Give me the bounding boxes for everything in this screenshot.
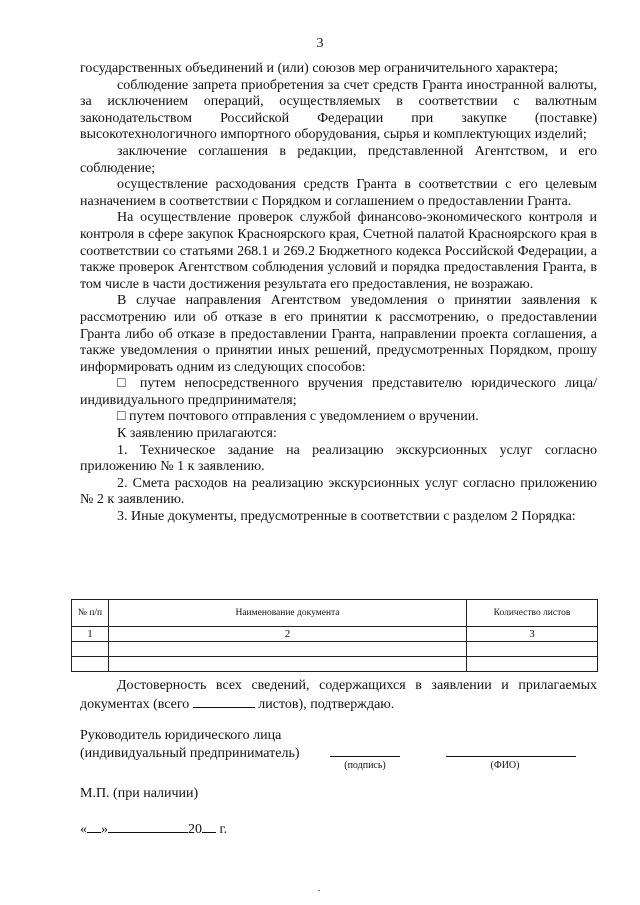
- header-num: № п/п: [72, 600, 109, 627]
- paragraph: соблюдение запрета приобретения за счет средств Гранта иностранной валюты, за исключением операций, осуществляемых в соответствии с валютным законодательством Российской Федерации при закупке (поставке) высокотехнологичного импортного оборудования, сырья и комплектующих изделий;: [80, 77, 597, 143]
- date-quote-close: »: [101, 822, 108, 837]
- month-blank[interactable]: [108, 820, 188, 833]
- attachment-item: 2. Смета расходов на реализацию экскурсионных услуг согласно приложению № 2 к заявлению.: [80, 475, 597, 508]
- confirm-text-before: Достоверность всех сведений, содержащихся в заявлении и прилагаемых документах (всего: [80, 678, 597, 712]
- table-row: [72, 657, 598, 672]
- year-suffix: г.: [216, 822, 228, 837]
- scan-speck: [318, 890, 320, 891]
- page-number: 3: [316, 36, 324, 51]
- signature-caption: (подпись): [344, 760, 386, 771]
- confirmation-statement: [80, 678, 597, 713]
- year-prefix: 20: [188, 822, 202, 837]
- delivery-option-personal[interactable]: □ путем непосредственного вручения представителю юридического лица/ индивидуального предпринимателя;: [80, 376, 597, 408]
- delivery-option-post[interactable]: □ путем почтового отправления с уведомлением о вручении.: [117, 409, 479, 425]
- attachment-item: 3. Иные документы, предусмотренные в соответствии с разделом 2 Порядка:: [117, 509, 576, 525]
- date-quote-open: «: [80, 822, 87, 837]
- table-numbering-row: [72, 627, 598, 642]
- year-blank[interactable]: [202, 820, 216, 833]
- body-text: [80, 61, 597, 526]
- paragraph: государственных объединений и (или) союзов мер ограничительного характера;: [80, 61, 558, 76]
- table-cell[interactable]: [72, 657, 109, 672]
- table-header-row: [72, 600, 598, 627]
- paragraph: К заявлению прилагаются:: [117, 426, 277, 442]
- attachment-item: 1. Техническое задание на реализацию экскурсионных услуг согласно приложению № 1 к заявлению.: [80, 442, 597, 475]
- date-line: [80, 820, 227, 838]
- table-cell[interactable]: [109, 657, 467, 672]
- paragraph: В случае направления Агентством уведомления о принятии заявления к рассмотрению или об отказе в его принятии к рассмотрению, о предоставлении Гранта либо об отказе в предоставлении Гранта, направлении проекта соглашения, а также уведомления о принятии иных решений, предусмотренных Порядком, прошу информировать одним из следующих способов:: [80, 293, 597, 375]
- table-cell[interactable]: [72, 642, 109, 657]
- header-name: Наименование документа: [109, 600, 467, 627]
- fio-line[interactable]: [446, 756, 576, 757]
- table-row: [72, 642, 598, 657]
- paragraph: осуществление расходования средств Гранта в соответствии с его целевым назначением в соответствии с Порядком и соглашением о предоставлении Гранта.: [80, 177, 597, 209]
- documents-table: [71, 599, 598, 672]
- signatory-title: Руководитель юридического лица: [80, 728, 282, 743]
- table-cell: 3: [467, 627, 598, 642]
- signatory-block: [80, 727, 300, 763]
- seal-place: М.П. (при наличии): [80, 786, 199, 801]
- table-cell[interactable]: [467, 642, 598, 657]
- sheet-count-blank[interactable]: [193, 695, 255, 708]
- signature-line[interactable]: [330, 756, 400, 757]
- table-cell: 2: [109, 627, 467, 642]
- day-blank[interactable]: [87, 820, 101, 833]
- paragraph: На осуществление проверок службой финансово-экономического контроля и контроля в сфере закупок Красноярского края, Счетной палатой Красноярского края в соответствии со статьями 268.1 и 269.2 Бюджетного кодекса Российской Федерации, а также проверок Агентством соблюдения условий и порядка предоставления Гранта, в том числе в части достижения результата его предоставления, не возражаю.: [80, 210, 597, 292]
- table-cell[interactable]: [109, 642, 467, 657]
- table-cell[interactable]: [467, 657, 598, 672]
- signatory-subtitle: (индивидуальный предприниматель): [80, 746, 300, 761]
- paragraph: заключение соглашения в редакции, представленной Агентством, и его соблюдение;: [80, 143, 597, 176]
- fio-caption: (ФИО): [490, 760, 520, 771]
- header-count: Количество листов: [467, 600, 598, 627]
- table-cell: 1: [72, 627, 109, 642]
- confirm-text-after: листов), подтверждаю.: [254, 696, 395, 712]
